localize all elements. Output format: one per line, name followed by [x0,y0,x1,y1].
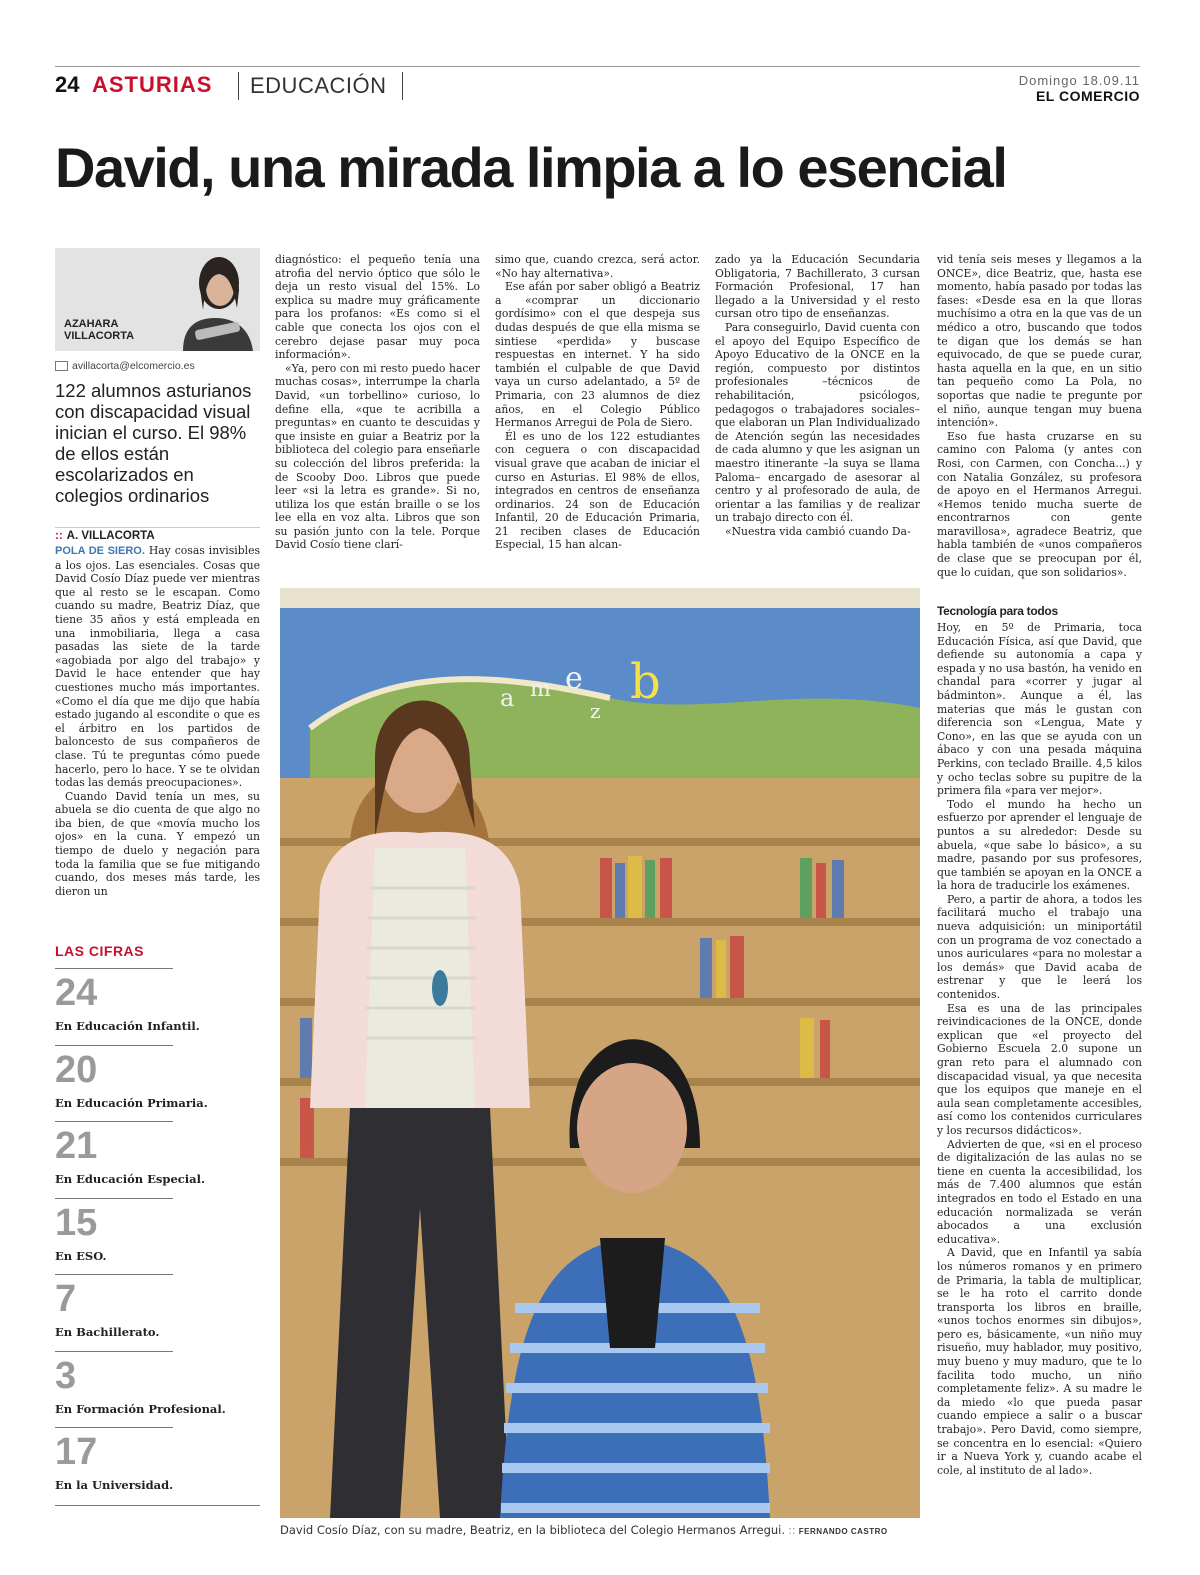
article-paragraph: «Nuestra vida cambió cuando Da- [725,524,911,538]
photo-caption [280,1523,920,1537]
article-paragraph: vid tenía seis meses y llegamos a la ONCE», dice Beatriz, que, hasta ese momento, había pasado por todas las fases: «Desde esa en la que lloras muchísimo a otra en la que vas de un médico a otro, buscando que todos te digan que los demás se han equivocado, de que se puede curar, hasta aquella en la que, en un sitio tan pequeño como La Pola, no soportas que nadie te pregunte por el niño, aunque tengan muy buena intención». [937,253,1142,430]
article-paragraph: simo que, cuando crezca, será actor. «No hay alternativa». [495,253,700,280]
newspaper-name: EL COMERCIO [1035,88,1140,104]
top-rule [55,66,1140,67]
figure-rule [55,968,173,969]
section-name: ASTURIAS [92,72,213,97]
author-last-name: VILLACORTA [64,330,135,342]
author-email-line [55,360,195,372]
article-paragraph: Advierten de que, «si en el proceso de digitalización de las aulas no se tiene en cuenta la accesibilidad, los más de 7.400 alumnos que están integrados en todo el Estado en una educación normalizada se verán abocados a una exclusión educativa». [937,1137,1142,1246]
article-paragraph: Pero, a partir de ahora, a todos les facilitará mucho el trabajo una nueva adquisición: un miniportátil con un programa de voz conectado a unos auriculares «para no molestar a los demás» que David acaba de estrenar y que le leerá los contenidos. [937,892,1142,1002]
photo-illustration [280,588,920,1518]
article-column-4 [715,253,920,538]
figure-value: 17 [55,1431,98,1473]
article-paragraph: Cuando David tenía un mes, su abuela se dio cuenta de que algo no iba bien, de que «movía mucho los ojos» en la cuna. Y empezó un tiempo de duelo y negación para toda la familia que se fue mitigando cuando, dos meses más tarde, les dieron un [55,789,260,898]
article-summary: 122 alumnos asturianos con discapacidad visual inician el curso. El 98% de ellos están escolarizados en colegios ordinarios [55,380,252,506]
author-box [55,248,260,351]
figure-rule [55,1274,173,1275]
article-paragraph: Todo el mundo ha hecho un esfuerzo por aprender el lenguaje de puntos a su alrededor: Desde su abuela, «que sabe lo básico», a su madre, pasando por sus profesores, que también se apoyan en la ONCE a la hora de traducirle los exámenes. [937,797,1142,893]
photo-credit: FERNANDO CASTRO [798,1527,888,1536]
issue-date: Domingo 18.09.11 [1018,73,1140,88]
wall-letter: m [530,677,551,702]
article-photo [280,588,920,1518]
header-divider [238,72,239,100]
article-paragraph: A David, que en Infantil ya sabía los números romanos y en primero de Primaria, la tabla de multiplicar, se le ha roto el carrito donde transporta los libros en braille, «unos tochos enormes sin dibujos», pero es, básicamente, «un niño muy risueño, muy hablador, muy positivo, muy bueno y muy maduro, que te lo facilita todo mucho, un niño completamente feliz». A su madre le da miedo «lo que pueda pasar cuando empiece a salir o a buscar trabajo». Pero David, como siempre, se concentra en lo esencial: «Quiero ir a Nueva York y, cuando acabe el cole, al instituto de al lado». [937,1246,1142,1477]
article-paragraph: Hoy, en 5º de Primaria, toca Educación Física, así que David, que defiende su autonomía a capa y espada y no usa bastón, ha venido en chandal para «correr y jugar al bádminton». Aunque a él, las materias que más le gustan con diferencia son «Lengua, Mate y Cono», en las que se ayuda con un ábaco y con una pesada máquina Perkins, con teclado Braille. 4,5 kilos y ocho teclas sobre su pupitre de la primera fila «para ver mejor». [937,621,1142,798]
wall-letter: b [630,654,661,710]
article-column-5 [937,253,1142,579]
figure-rule [55,1045,173,1046]
caption-text: David Cosío Díaz, con su madre, Beatriz, en la biblioteca del Colegio Hermanos Arregui. [280,1523,786,1537]
envelope-icon [55,361,68,371]
author-name [64,318,174,342]
header-divider [402,72,403,100]
credit-marker: :: [788,1523,796,1537]
subheading: Tecnología para todos [937,604,1058,618]
article-column-2 [275,253,480,552]
figure-label: En Educación Especial. [55,1172,205,1186]
article-paragraph: Para conseguirlo, David cuenta con el apoyo del Equipo Específico de Apoyo Educativo de la ONCE en la región, compuesto por distintos profesionales –técnicos de rehabilitación, psicólogos, pedagogos o trabajadores sociales– que elaboran un Plan Individualizado de Atención según las necesidades de cada alumno y que les asignan un maestro itinerante –la suya se llama Paloma– encargado de asesorar al centro y al profesorado de aula, de orientar a las familias y de realizar un trabajo directo con él. [715,320,920,525]
lead-paragraph [55,544,260,790]
dateline: POLA DE SIERO. [55,545,145,557]
figure-value: 15 [55,1201,98,1244]
figure-label: En Educación Infantil. [55,1019,200,1033]
wall-letter: a [500,684,515,712]
figures-bottom-rule [55,1505,260,1506]
byline [55,527,260,542]
figure-label: En Educación Primaria. [55,1095,208,1110]
headline: David, una mirada limpia a lo esencial [55,136,1007,199]
figure-label: En Formación Profesional. [55,1401,226,1416]
byline-marker: :: [55,530,63,542]
article-paragraph: diagnóstico: el pequeño tenía una atrofia del nervio óptico que sólo le deja un resto visual del 15%. Lo explica su madre muy gráficamente para los profanos: «Es como si el cable que conecta los ojos con el cerebro dejase pasar muy poca información». [275,253,480,362]
author-first-name: AZAHARA [64,318,119,330]
figure-rule [55,1121,173,1122]
article-paragraph: Esa es una de las principales reivindicaciones de la ONCE, donde explican que «el proyecto del Gobierno Escuela 2.0 supone un gran reto para el alumnado con discapacidad visual, ya que necesita que los equipos que maneje en el aula sean completamente accesibles, así como los contenidos curriculares y los recursos didácticos». [937,1001,1142,1137]
author-email[interactable]: avillacorta@elcomercio.es [72,360,195,372]
figure-label: En Bachillerato. [55,1325,160,1339]
page-number: 24 [55,72,80,97]
article-column-1 [55,544,260,898]
wall-letter: e [565,661,583,696]
article-paragraph: Eso fue hasta cruzarse en su camino con Paloma (y antes con Rosi, con Carmen, con Concha...) y con Natalia González, su profesora de apoyo en el Hermanos Arregui. «Hemos tenido mucha suerte de encontrarnos con gente maravillosa», agradece Beatriz, que habla también de «unos compañeros de clase que se preocupan por él, que lo cuidan, que son solidarios». [937,429,1142,579]
lead-text: Hay cosas invisibles a los ojos. Las esenciales. Cosas que David Cosío Díaz puede ver mientras que al resto se le escapan. Como cuando su madre, Beatriz Díaz, que tiene 35 años y está empleada en una inmobiliaria, llega a casa pasadas las siete de la tarde «agobiada por algo del trabajo» y David le hace entender que hay cuestiones mucho más importantes. «Como el día que me dijo que había estado jugando al escondite o que es el árbitro en los partidos de baloncesto de sus compañeros de clase. Tú te preguntas cómo puede hacerlo, pero lo hace. Y se te olvidan todas las demás preocupaciones». [55,544,261,790]
wall-letter: z [590,699,601,723]
figure-rule [55,1198,173,1199]
figure-label: En ESO. [55,1248,107,1263]
figure-value: 7 [55,1278,77,1320]
figure-value: 24 [55,972,98,1014]
figure-value: 21 [55,1125,98,1167]
subsection-name: EDUCACIÓN [250,73,387,98]
figures-heading: LAS CIFRAS [55,943,144,959]
article-paragraph: «Ya, pero con mi resto puedo hacer muchas cosas», interrumpe la charla David, «un torbellino» curioso, lo define ella, «que te acribilla a preguntas» en cuanto te descuidas y que insiste en guiar a Beatriz por la biblioteca del colegio para enseñarle su colección del libros preferida: la de Scooby Doo. Libros que puede leer «si la letra es grande». Si no, utiliza los que están braille o se los lee ella en voz alta. Libros que son su pasión junto con la tele. Porque David Cosío tiene clarí- [275,361,480,552]
article-column-3 [495,253,700,552]
byline-author: A. VILLACORTA [66,530,155,542]
figure-value: 3 [55,1354,77,1397]
figure-value: 20 [55,1048,98,1091]
article-paragraph: Él es uno de los 122 estudiantes con ceguera o con discapacidad visual grave que acaban de iniciar el curso en Asturias. El 98% de ellos, integrados en centros de enseñanza ordinarios. 24 son de Educación Infantil, 20 de Educación Primaria, 21 reciben clases de Educación Especial, 15 han alcan- [495,429,700,552]
figure-rule [55,1351,173,1352]
article-column-6 [937,621,1142,1477]
figure-label: En la Universidad. [55,1478,174,1492]
figure-rule [55,1427,173,1428]
article-paragraph: zado ya la Educación Secundaria Obligatoria, 7 Bachillerato, 3 cursan Formación Profesional, 17 han llegado a la Universidad y el resto cursan otro tipo de enseñanzas. [715,253,920,321]
article-paragraph: Ese afán por saber obligó a Beatriz a «comprar un diccionario gordísimo» con el que despeja sus dudas después de que ella misma se sintiese «perdida» y buscase respuestas en internet. Y ha sido también el culpable de que David vaya un curso adelantado, a 5º de Primaria, con 23 alumnos de diez años, en el Colegio Público Hermanos Arregui de Pola de Siero. [495,280,700,430]
